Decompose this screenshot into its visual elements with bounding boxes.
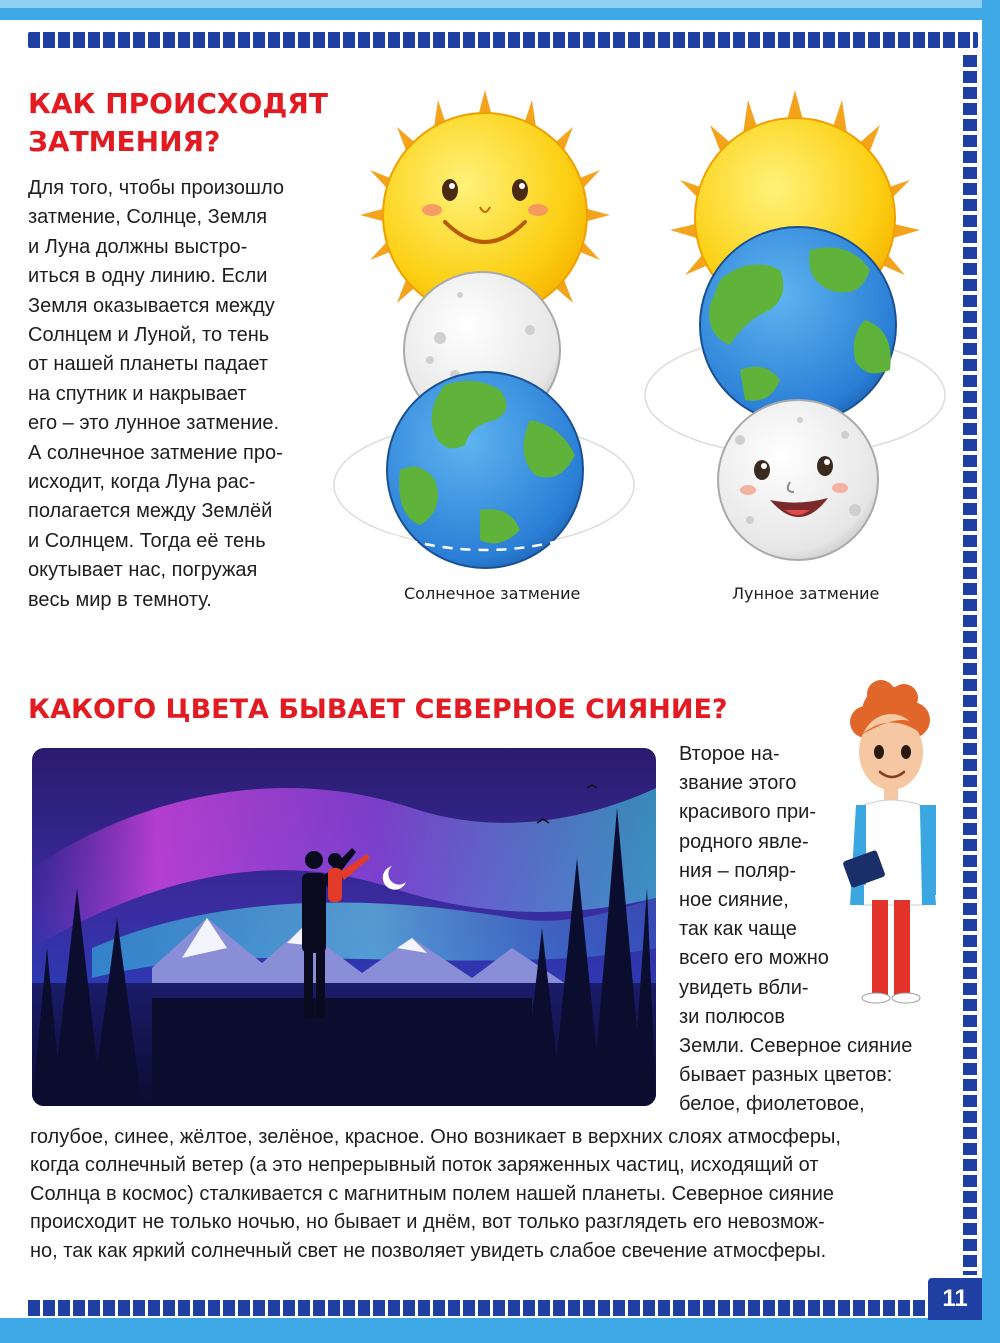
- text-line: и Луна должны выстро-: [28, 235, 248, 258]
- text-line: происходит не только ночью, но бывает и днём, вот только разглядеть его невозмож-: [30, 1211, 825, 1234]
- moon: [718, 400, 878, 560]
- frame-right: [982, 0, 1000, 1343]
- text-line: его – это лунное затмение.: [28, 412, 280, 435]
- page-number: 11: [928, 1278, 982, 1320]
- text-line: всего его можно: [679, 947, 829, 970]
- text-line: бывает разных цветов:: [679, 1064, 893, 1087]
- boy-right-arm: [926, 805, 936, 895]
- eclipse-paragraph: [28, 174, 328, 615]
- boy-neck: [884, 786, 898, 800]
- boy-right-leg: [894, 900, 910, 995]
- text-line: так как чаще: [679, 918, 797, 941]
- text-line: Солнцем и Луной, то тень: [28, 324, 270, 347]
- text-line: на спутник и накрывает: [28, 382, 247, 405]
- dotted-border-top: [28, 32, 978, 48]
- boy-right-shoe: [892, 993, 920, 1003]
- text-line: окутывает нас, погружая: [28, 559, 258, 582]
- text-line: Второе на-: [679, 743, 780, 765]
- dotted-border-bottom: [28, 1300, 928, 1316]
- boy-left-leg: [872, 900, 888, 995]
- text-line: от нашей планеты падает: [28, 353, 269, 376]
- solar-eclipse-illustration: [330, 90, 640, 580]
- section-eclipse-title-line2: ЗАТМЕНИЯ?: [28, 125, 221, 158]
- text-line: белое, фиолетовое,: [679, 1093, 865, 1116]
- boy-left-shoe: [862, 993, 890, 1003]
- lunar-eclipse-illustration: [640, 90, 960, 580]
- text-line: родного явле-: [679, 830, 809, 853]
- boy-right-eye: [901, 745, 911, 759]
- aurora-illustration: [32, 748, 656, 1106]
- section-aurora-title: КАКОГО ЦВЕТА БЫВАЕТ СЕВЕРНОЕ СИЯНИЕ?: [28, 694, 728, 725]
- frame-bottom: [0, 1318, 1000, 1343]
- text-line: но, так как яркий солнечный свет не позволяет увидеть слабое свечение атмосферы.: [30, 1239, 827, 1262]
- caption-solar-eclipse: Солнечное затмение: [404, 584, 581, 603]
- text-line: красивого при-: [679, 801, 817, 824]
- text-line: весь мир в темноту.: [28, 588, 212, 611]
- text-line: полагается между Землёй: [28, 500, 273, 523]
- boy-character-illustration: [836, 680, 956, 1010]
- caption-lunar-eclipse: Лунное затмение: [732, 584, 880, 603]
- text-line: исходит, когда Луна рас-: [28, 471, 256, 494]
- text-line: Солнца в космос) сталкивается с магнитным полем нашей планеты. Северное сияние: [30, 1182, 834, 1205]
- boy-left-eye: [874, 745, 884, 759]
- text-line: звание этого: [679, 772, 797, 795]
- frame-top-highlight: [0, 0, 1000, 8]
- text-line: увидеть вбли-: [679, 976, 809, 999]
- section-eclipse-title-line1: КАК ПРОИСХОДЯТ: [28, 87, 328, 120]
- text-line: когда солнечный ветер (а это непрерывный поток заряженных частиц, исходящий от: [30, 1154, 819, 1177]
- text-line: затмение, Солнце, Земля: [28, 206, 268, 229]
- text-line: голубое, синее, жёлтое, зелёное, красное. Оно возникает в верхних слоях атмосферы,: [30, 1126, 841, 1148]
- section-eclipse-title: [28, 85, 368, 161]
- aurora-bottom-paragraph: [30, 1123, 950, 1265]
- text-line: ния – поляр-: [679, 859, 797, 882]
- text-line: и Солнцем. Тогда её тень: [28, 529, 266, 552]
- text-line: зи полюсов: [679, 1005, 786, 1028]
- text-line: А солнечное затмение про-: [28, 441, 283, 464]
- text-line: Земли. Северное сияние: [679, 1035, 913, 1058]
- text-line: Для того, чтобы произошло: [28, 177, 284, 199]
- text-line: ное сияние,: [679, 889, 789, 912]
- text-line: Земля оказывается между: [28, 294, 275, 317]
- text-line: иться в одну линию. Если: [28, 265, 268, 288]
